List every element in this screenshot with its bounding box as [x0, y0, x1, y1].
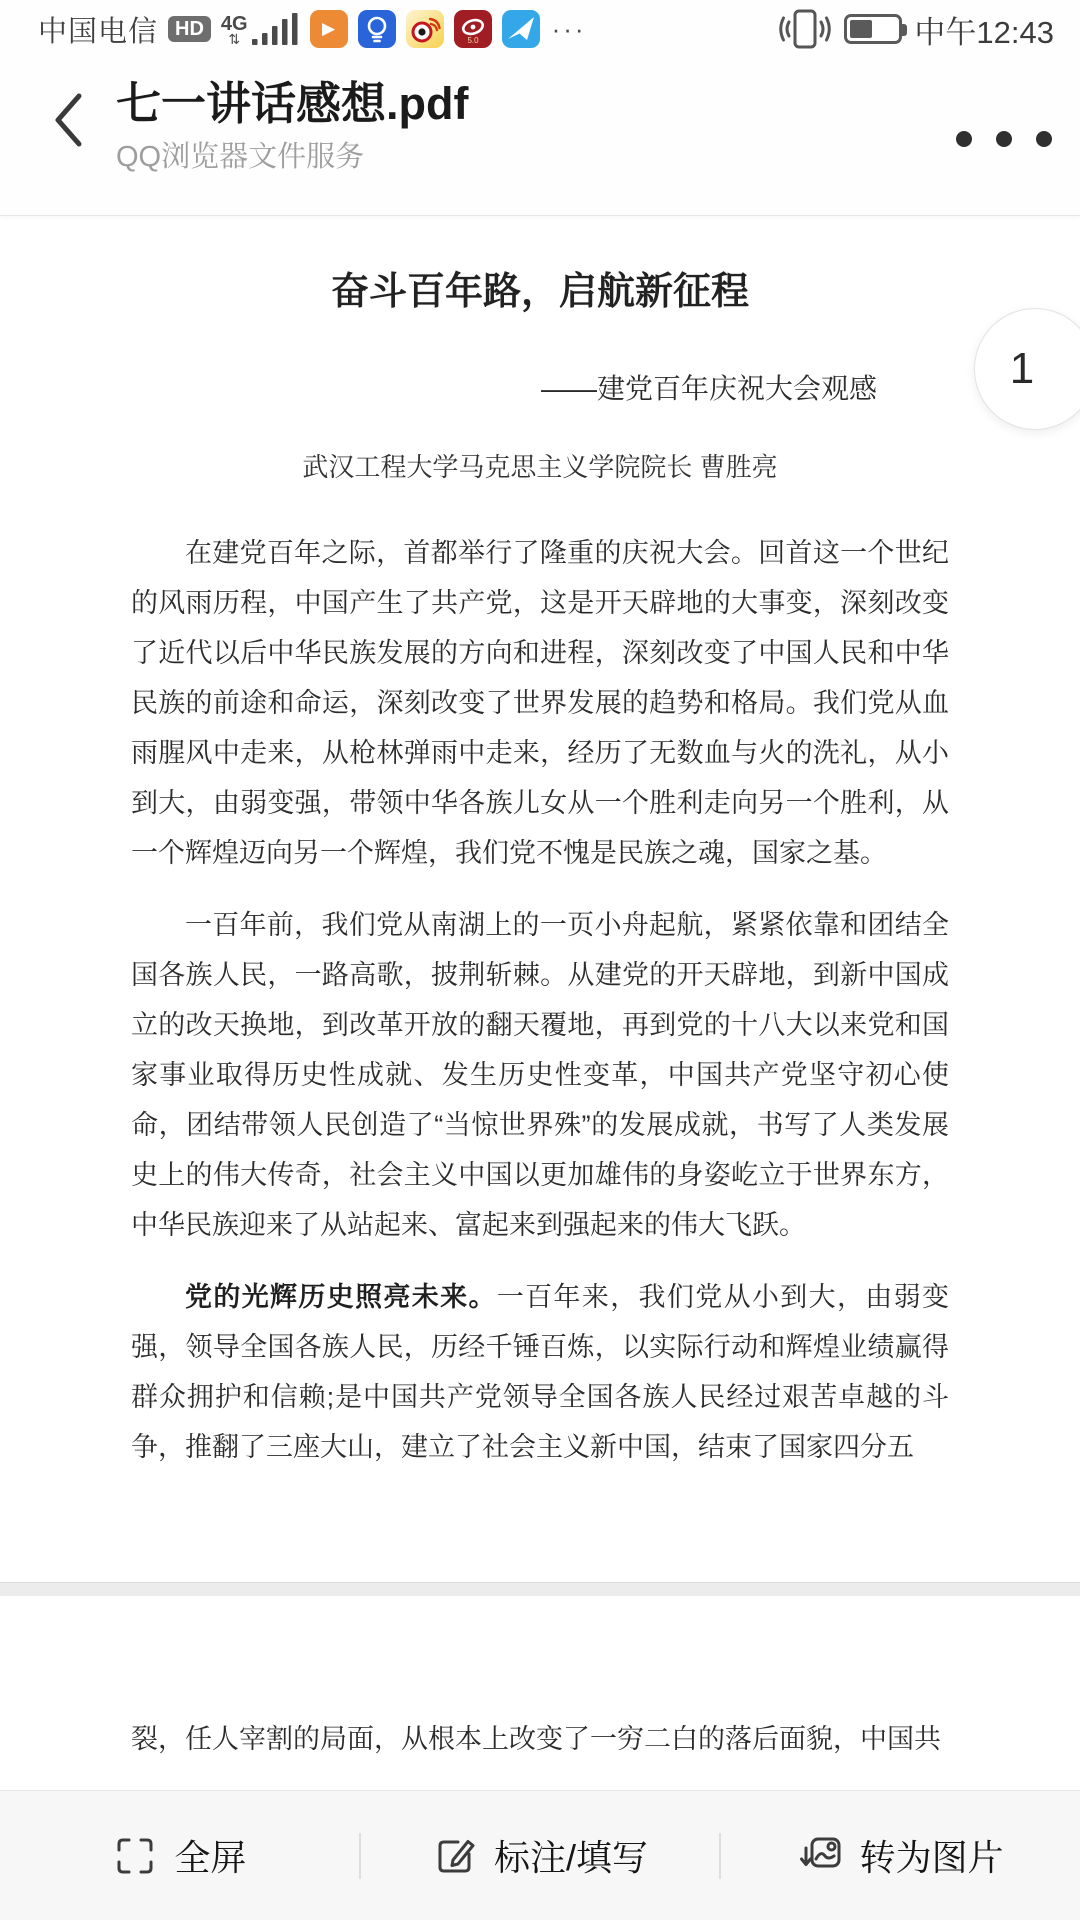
paragraph-3: [131, 1272, 949, 1472]
header-titles: [116, 72, 468, 178]
file-title: 七一讲话感想.pdf: [116, 78, 469, 129]
carrier-label: 中国电信: [38, 15, 159, 48]
status-bar: [0, 0, 1080, 58]
paragraph-3-continued: 裂，任人宰割的局面，从根本上改变了一穷二白的落后面貌，中国共: [131, 1724, 941, 1754]
vibrate-icon: [778, 7, 832, 51]
back-button[interactable]: [50, 90, 90, 150]
signal-strength-icon: [221, 12, 300, 46]
document-author: 武汉工程大学马克思主义学院院长 曹胜亮: [302, 452, 778, 482]
wing-app-icon: [502, 10, 540, 48]
signal-bars-icon: [252, 12, 300, 46]
annotate-label: 标注/填写: [494, 1837, 649, 1878]
red-media-app-icon: [454, 10, 492, 48]
convert-to-image-button[interactable]: [721, 1791, 1080, 1920]
paragraph-3-body: 一百年来，我们党从小到大，由弱变强，领导全国各族人民，历经千锤百炼，以实际行动和辉煌业绩赢得群众拥护和信赖;是中国共产党领导全国各族人民经过艰苦卓越的斗争，推翻了三座大山，建立了社会主义新中国，结束了国家四分五: [131, 1282, 950, 1462]
weibo-app-icon: [406, 10, 444, 48]
video-play-app-icon: ▶: [310, 10, 348, 48]
annotate-button[interactable]: [361, 1791, 720, 1920]
pdf-page-1: [0, 216, 1080, 1582]
document-title: 奋斗百年路，启航新征程: [330, 271, 749, 313]
three-dots-icon: [955, 130, 1053, 148]
back-chevron-icon: [50, 91, 86, 149]
paragraph-1: 在建党百年之际，首都举行了隆重的庆祝大会。回首这一个世纪的风雨历程，中国产生了共产党，这是开天辟地的大事变，深刻改变了近代以后中华民族发展的方向和进程，深刻改变了中国人民和中华民族的前途和命运，深刻改变了世界发展的趋势和格局。我们党从血雨腥风中走来，从枪林弹雨中走来，经历了无数血与火的洗礼，从小到大，由弱变强，带领中华各族儿女从一个胜利走向另一个胜利，从一个辉煌迈向另一个辉煌，我们党不愧是民族之魂，国家之基。: [131, 538, 949, 868]
file-source-subtitle: QQ浏览器文件服务: [116, 141, 365, 173]
clock-label: 中午12:43: [914, 14, 1054, 50]
paragraph-3-lead: 党的光辉历史照亮未来。: [185, 1282, 497, 1312]
status-bar-left: [38, 9, 587, 50]
battery-icon: [844, 14, 902, 44]
page-separator: [0, 1582, 1080, 1596]
network-type-label: 4G: [220, 13, 248, 35]
convert-to-image-label: 转为图片: [859, 1837, 1004, 1878]
app-header: [0, 58, 1080, 216]
hd-badge: HD: [168, 16, 211, 42]
convert-to-image-icon: [798, 1833, 844, 1879]
fullscreen-icon: [112, 1833, 158, 1879]
svg-text:5.0: 5.0: [467, 36, 479, 45]
more-notifications-icon: ···: [551, 13, 587, 44]
page-number-badge: 1: [974, 308, 1080, 430]
document-byline: ——建党百年庆祝大会观感: [540, 373, 877, 404]
more-menu-button[interactable]: [955, 130, 1053, 148]
network-type-indicator: [221, 14, 248, 46]
fullscreen-button[interactable]: [0, 1791, 359, 1920]
pdf-page-2: [0, 1596, 1080, 1790]
pdf-scroll-area[interactable]: [0, 216, 1080, 1790]
bottom-toolbar: [0, 1790, 1080, 1920]
status-bar-right: [778, 7, 1054, 52]
lightbulb-app-icon: [358, 10, 396, 48]
annotate-pencil-icon: [432, 1833, 478, 1879]
up-down-arrows-icon: ⇅: [228, 31, 241, 47]
paragraph-2: 一百年前，我们党从南湖上的一页小舟起航，紧紧依靠和团结全国各族人民，一路高歌，披荆斩棘。从建党的开天辟地，到新中国成立的改天换地，到改革开放的翻天覆地，再到党的十八大以来党和国家事业取得历史性成就、发生历史性变革，中国共产党坚守初心使命，团结带领人民创造了“当惊世界殊”的发展成就，书写了人类发展史上的伟大传奇，社会主义中国以更加雄伟的身姿屹立于世界东方，中华民族迎来了从站起来、富起来到强起来的伟大飞跃。: [131, 910, 949, 1240]
fullscreen-label: 全屏: [174, 1837, 247, 1878]
